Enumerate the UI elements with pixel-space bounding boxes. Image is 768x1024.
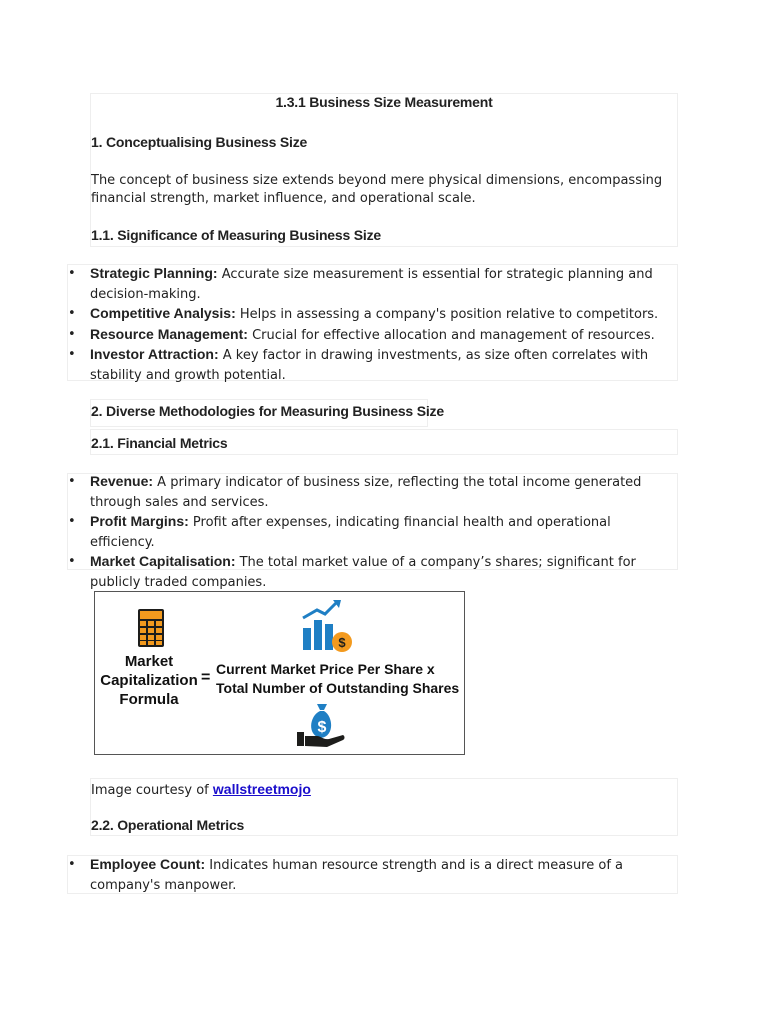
title-block — [90, 93, 678, 247]
formula-rhs: Current Market Price Per Share x Total Number of Outstanding Shares — [216, 661, 460, 696]
bullet-icon: • — [68, 554, 76, 569]
list-item: • Profit Margins: Profit after expenses, indicating financial health and operational efficiency. — [68, 513, 611, 550]
formula-label: Market Capitalization Formula — [100, 653, 198, 708]
wallstreetmojo-link[interactable]: wallstreetmojo — [212, 781, 311, 797]
bullet-icon: • — [68, 514, 76, 529]
formula-equals-sign: = — [201, 669, 211, 686]
list-item: • Competitive Analysis: Helps in assessing a company's position relative to competitors. — [68, 305, 659, 322]
bullet-icon: • — [68, 347, 76, 362]
operational-list — [68, 855, 676, 895]
section-2-1-heading: 2.1. Financial Metrics — [91, 435, 228, 451]
section-1-heading: 1. Conceptualising Business Size — [91, 134, 308, 150]
significance-list — [68, 264, 676, 385]
page-title: 1.3.1 Business Size Measurement — [275, 94, 493, 110]
list-item: • Resource Management: Crucial for effective allocation and management of resources. — [68, 325, 655, 343]
calculator-icon — [137, 608, 165, 648]
svg-text:$: $ — [338, 635, 346, 650]
bullet-icon: • — [68, 266, 76, 281]
list-item: • Market Capitalisation: The total market value of a company’s shares; significant for publicly traded companies. — [68, 553, 636, 590]
money-bag-hand-icon — [295, 702, 347, 750]
section-1-1-heading: 1.1. Significance of Measuring Business Size — [91, 227, 381, 243]
bullet-icon: • — [68, 306, 76, 321]
bullet-icon: • — [68, 474, 76, 489]
bullet-icon: • — [68, 857, 76, 872]
section-2-2-heading: 2.2. Operational Metrics — [91, 817, 245, 833]
svg-text:$: $ — [317, 719, 327, 736]
section-1-paragraph: The concept of business size extends beyond mere physical dimensions, encompassing financial strength, market influence, and operational scale. — [91, 173, 663, 206]
section-2-heading: 2. Diverse Methodologies for Measuring Business Size — [91, 403, 444, 419]
list-item: • Investor Attraction: A key factor in drawing investments, as size often correlates with stability and growth potential. — [68, 346, 649, 383]
market-cap-formula-image — [94, 591, 465, 755]
bar-chart-growth-icon — [299, 598, 355, 654]
bullet-icon: • — [68, 326, 76, 342]
list-item: • Strategic Planning: Accurate size measurement is essential for strategic planning and decision-making. — [68, 265, 653, 302]
financial-list — [68, 472, 676, 592]
list-item: • Employee Count: Indicates human resource strength and is a direct measure of a company's manpower. — [68, 856, 623, 893]
image-credit: Image courtesy of wallstreetmojo — [91, 781, 311, 798]
list-item: • Revenue: A primary indicator of business size, reflecting the total income generated through sales and services. — [68, 473, 642, 510]
